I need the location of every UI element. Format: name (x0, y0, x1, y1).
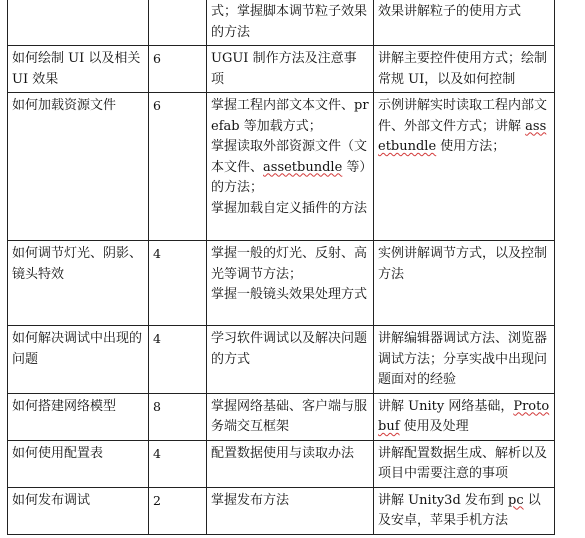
content-line: 掌握一般的灯光、反射、高光等调节方法； (211, 246, 368, 282)
content-cell (207, 93, 374, 241)
method-cell: 讲解配置数据生成、解析以及项目中需要注意的事项 (374, 440, 555, 487)
hours-cell: 8 (149, 393, 207, 440)
table-row (8, 46, 555, 93)
hours-cell: 6 (149, 46, 207, 93)
content-line: 掌握加载自定义插件的方法 (211, 200, 368, 216)
table-row (8, 0, 555, 46)
method-cell: 讲解编辑器调试方法、浏览器调试方法；分享实战中出现问题面对的经验 (374, 326, 555, 394)
content-cell (207, 241, 374, 326)
topic-cell: 如何发布调试 (8, 487, 149, 534)
content-cell: 学习软件调试以及解决问题的方式 (207, 326, 374, 394)
topic-cell: 如何使用配置表 (8, 440, 149, 487)
hours-cell: 4 (149, 440, 207, 487)
table-row (8, 93, 555, 241)
topic-cell: 如何绘制 UI 以及相关 UI 效果 (8, 46, 149, 93)
method-cell: 示例讲解实时读取工程内部文件、外部文件方式；讲解 assetbundle 使用方法； (374, 93, 555, 241)
content-line: 掌握一般镜头效果处理方式 (211, 287, 368, 302)
table-row (8, 440, 555, 487)
table-row (8, 487, 555, 534)
content-cell: 式；掌握脚本调节粒子效果的方法 (207, 0, 374, 46)
curriculum-table (7, 0, 555, 535)
hours-cell: 4 (149, 326, 207, 394)
hours-cell: 6 (149, 93, 207, 241)
content-cell: 配置数据使用与读取办法 (207, 440, 374, 487)
topic-cell: 如何加载资源文件 (8, 93, 149, 241)
topic-cell: 如何解决调试中出现的问题 (8, 326, 149, 394)
hours-cell (149, 0, 207, 46)
content-line: 掌握工程内部文本文件、prefab 等加载方式； (211, 98, 369, 134)
method-cell: 讲解主要控件使用方式；绘制常规 UI，以及如何控制 (374, 46, 555, 93)
hours-cell: 4 (149, 241, 207, 326)
content-line: 掌握读取外部资源文件（文本文件、assetbundle 等）的方法； (211, 139, 368, 195)
method-cell: 效果讲解粒子的使用方式 (374, 0, 555, 46)
topic-cell (8, 0, 149, 46)
table-row (8, 241, 555, 326)
table-row (8, 326, 555, 394)
method-cell: 讲解 Unity 网络基础，Protobuf 使用及处理 (374, 393, 555, 440)
content-cell: 掌握发布方法 (207, 487, 374, 534)
topic-cell: 如何调节灯光、阴影、镜头特效 (8, 241, 149, 326)
table-row (8, 393, 555, 440)
method-cell: 实例讲解调节方式，以及控制方法 (374, 241, 555, 326)
hours-cell: 2 (149, 487, 207, 534)
content-cell: UGUI 制作方法及注意事项 (207, 46, 374, 93)
method-cell: 讲解 Unity3d 发布到 pc 以及安卓，苹果手机方法 (374, 487, 555, 534)
content-cell: 掌握网络基础、客户端与服务端交互框架 (207, 393, 374, 440)
topic-cell: 如何搭建网络模型 (8, 393, 149, 440)
